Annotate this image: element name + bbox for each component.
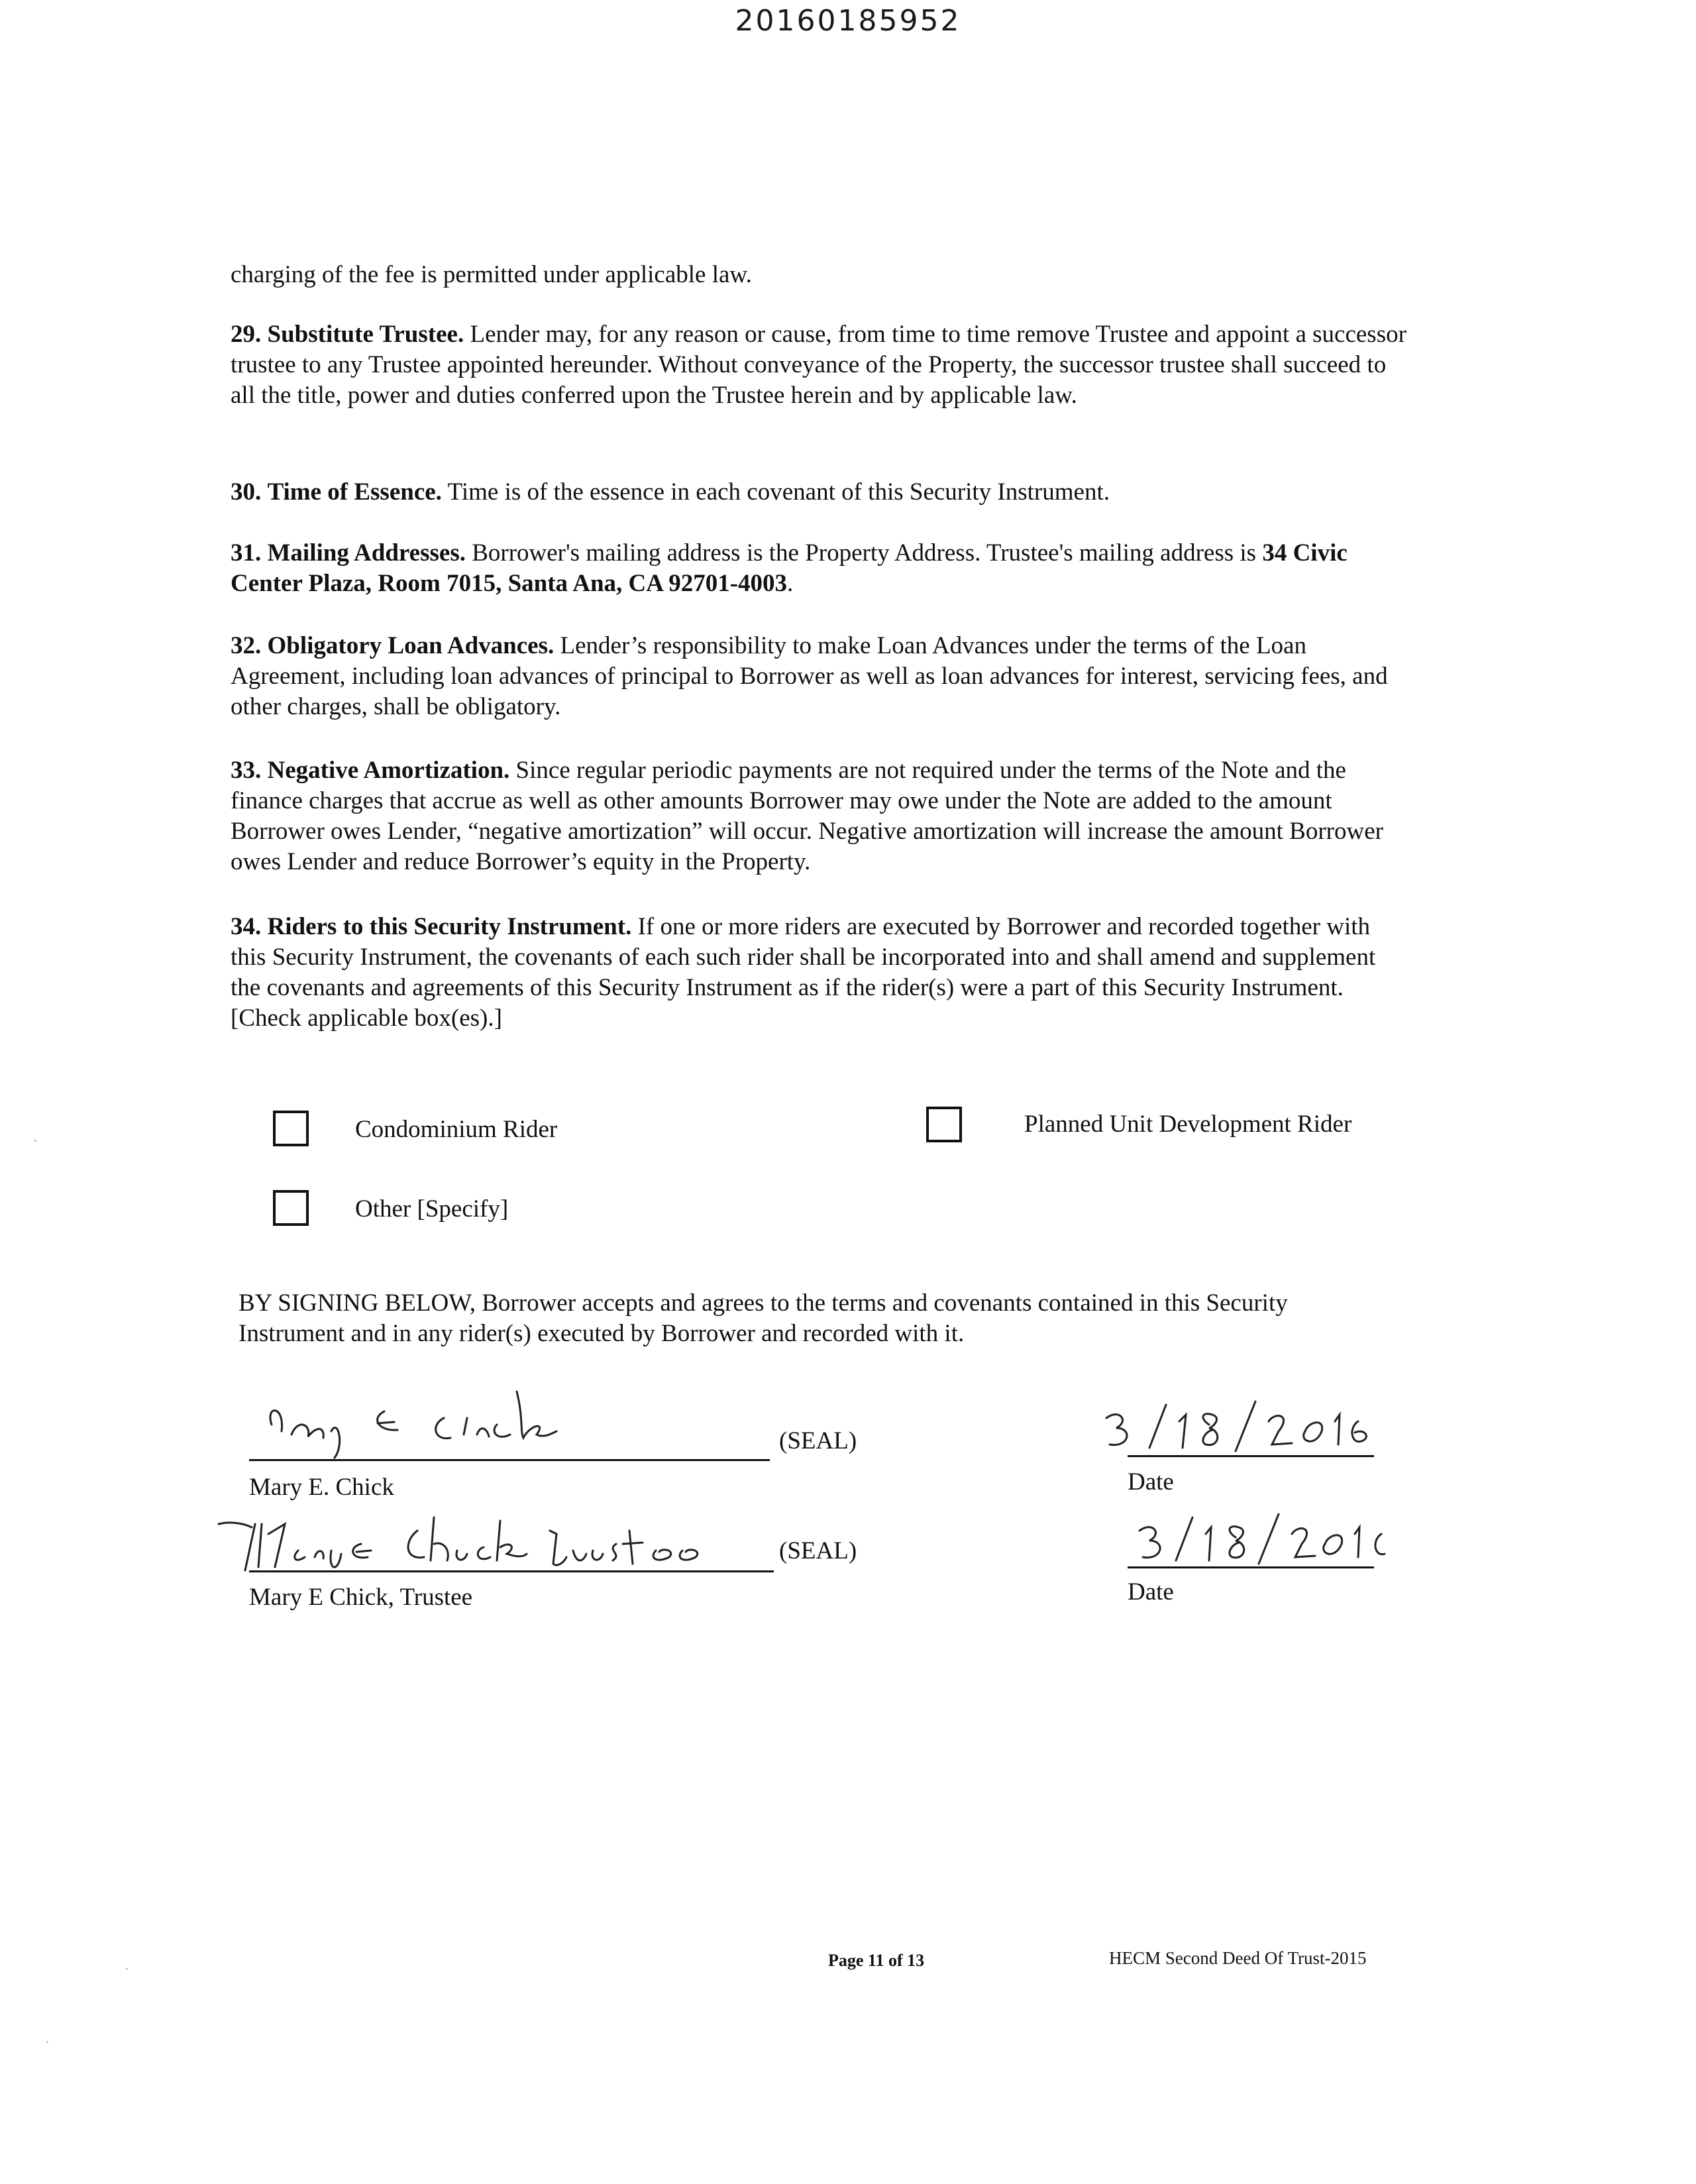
section-30 — [231, 477, 1410, 508]
trustee-address: 34 Civic Center Plaza, Room 7015, Santa Ana, CA 92701-4003 — [231, 539, 1348, 597]
signature-mary-chick — [245, 1378, 643, 1464]
section-32-text: Lender’s responsibility to make Loan Advances under the terms of the Loan Agreement, including loan advances of principal to Borrower as well as loan advances for interest, servicing fees, and other charges, shall be obligatory. — [231, 632, 1388, 720]
signature-1-line — [249, 1459, 770, 1461]
signing-statement: BY SIGNING BELOW, Borrower accepts and agrees to the terms and covenants contained in this Security Instrument and in any rider(s) executed by Borrower and recorded with it. — [238, 1289, 1288, 1347]
seal-label-2: (SEAL) — [779, 1537, 857, 1564]
paragraph-continued: charging of the fee is permitted under applicable law. — [231, 261, 752, 288]
section-34-text: If one or more riders are executed by Borrower and recorded together with this Security Instrument, the covenants of each such rider shall be incorporated into and shall amend and supplement the covenants and agreements of this Security Instrument as if the rider(s) were a part of this Security Instrument. [Check applicable box(es).] — [231, 913, 1376, 1032]
section-29-title: Substitute Trustee. — [267, 321, 464, 348]
section-32-number: 32. — [231, 632, 262, 659]
section-34-number: 34. — [231, 913, 262, 940]
date-handwritten-1 — [1093, 1392, 1385, 1458]
section-29-text: Lender may, for any reason or cause, from time to time remove Trustee and appoint a successor trustee to any Trustee appointed hereunder. Without conveyance of the Property, the successor trustee shall succeed to all the title, power and duties conferred upon the Trustee herein and by applicable law. — [231, 321, 1406, 409]
section-31-number: 31. — [231, 539, 262, 567]
section-29 — [231, 319, 1410, 411]
section-31-end: . — [787, 570, 794, 597]
section-30-number: 30. — [231, 478, 262, 506]
section-29-number: 29. — [231, 321, 262, 348]
section-33-text: Since regular periodic payments are not required under the terms of the Note and the finance charges that accrue as well as other amounts Borrower may owe under the Note are added to the amount Borrower owes Lender, “negative amortization” will occur. Negative amortization will increase the amount Borrower owes Lender and reduce Borrower’s equity in the Property. — [231, 757, 1383, 875]
signature-1-text: Mary E Chick — [245, 1378, 249, 1379]
scan-speck — [126, 1968, 128, 1970]
recording-number: 20160185952 — [735, 4, 961, 38]
pud-rider-checkbox[interactable] — [926, 1107, 962, 1142]
form-name: HECM Second Deed Of Trust-2015 — [1109, 1948, 1367, 1968]
scan-speck — [34, 1140, 36, 1142]
condominium-rider-label: Condominium Rider — [355, 1116, 558, 1143]
signature-2-text: Mary E Chick trustee — [205, 1504, 211, 1505]
section-32 — [231, 631, 1410, 722]
date-1-line — [1128, 1455, 1374, 1457]
page-number: Page 11 of 13 — [828, 1951, 925, 1970]
pud-rider-label: Planned Unit Development Rider — [1024, 1111, 1352, 1138]
signer-1-name: Mary E. Chick — [249, 1474, 394, 1501]
other-rider-checkbox[interactable] — [273, 1190, 309, 1226]
signature-mary-chick-trustee — [205, 1504, 775, 1577]
signer-2-name: Mary E Chick, Trustee — [249, 1584, 473, 1611]
date-2-text: 3/18/2016 — [1126, 1504, 1130, 1505]
date-2-line — [1128, 1566, 1374, 1568]
section-33-number: 33. — [231, 757, 262, 784]
section-31-title: Mailing Addresses. — [267, 539, 466, 567]
condominium-rider-checkbox[interactable] — [273, 1111, 309, 1146]
section-34 — [231, 912, 1410, 1034]
section-33-title: Negative Amortization. — [267, 757, 510, 784]
scan-speck — [46, 2041, 48, 2043]
date-label-1: Date — [1128, 1468, 1174, 1496]
date-label-2: Date — [1128, 1578, 1174, 1606]
other-rider-label: Other [Specify] — [355, 1195, 509, 1223]
seal-label-1: (SEAL) — [779, 1427, 857, 1454]
section-31-text: Borrower's mailing address is the Property Address. Trustee's mailing address is — [472, 539, 1257, 567]
section-33 — [231, 755, 1410, 877]
section-30-text: Time is of the essence in each covenant of this Security Instrument. — [447, 478, 1110, 506]
date-handwritten-2 — [1126, 1504, 1391, 1570]
section-30-title: Time of Essence. — [267, 478, 442, 506]
signature-2-line — [249, 1570, 774, 1572]
section-31 — [231, 538, 1410, 599]
section-32-title: Obligatory Loan Advances. — [267, 632, 555, 659]
section-34-title: Riders to this Security Instrument. — [267, 913, 632, 940]
